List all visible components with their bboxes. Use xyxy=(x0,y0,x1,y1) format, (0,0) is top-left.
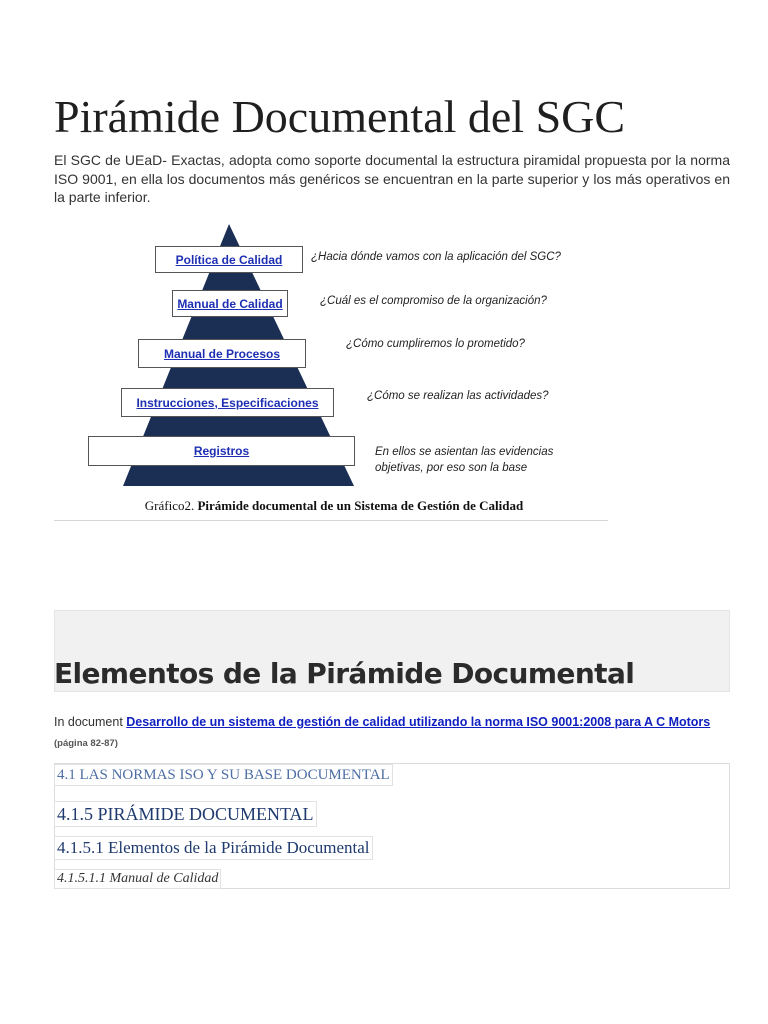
level-question-instrucciones: ¿Cómo se realizan las actividades? xyxy=(367,390,549,402)
level-label-manual-calidad: Manual de Calidad xyxy=(177,296,283,311)
pyramid-figure xyxy=(54,218,614,522)
level-box-manual-calidad[interactable] xyxy=(172,290,288,317)
level-question-manual-calidad: ¿Cuál es el compromiso de la organización? xyxy=(320,295,547,307)
level-box-registros[interactable] xyxy=(88,436,355,466)
page-title: Pirámide Documental del SGC xyxy=(54,91,626,142)
toc-heading-4-1-5-1: 4.1.5.1 Elementos de la Pirámide Documental xyxy=(54,836,373,860)
toc-heading-4-1-5: 4.1.5 PIRÁMIDE DOCUMENTAL xyxy=(54,801,317,827)
intro-paragraph: El SGC de UEaD- Exactas, adopta como soporte documental la estructura piramidal propuesta por la norma ISO 9001, en ella los documentos más genéricos se encuentran en la parte superior y los más operativos en la parte inferior. xyxy=(54,152,730,205)
figure-caption xyxy=(54,498,614,514)
level-question-manual-procesos: ¿Cómo cumpliremos lo prometido? xyxy=(346,338,525,350)
level-question-registros: En ellos se asientan las evidencias objetivas, por eso son la base xyxy=(375,446,554,474)
level-box-instrucciones[interactable] xyxy=(121,388,334,417)
level-label-registros: Registros xyxy=(193,444,250,458)
level-label-instrucciones: Instrucciones, Especificaciones xyxy=(136,395,319,410)
level-box-manual-procesos[interactable] xyxy=(138,339,306,368)
level-question-politica: ¿Hacia dónde vamos con la aplicación del SGC? xyxy=(311,251,561,263)
source-pages: (página 82-87) xyxy=(54,738,118,749)
caption-prefix: Gráfico2. xyxy=(144,498,195,513)
toc-heading-4-1-5-1-1: 4.1.5.1.1 Manual de Calidad xyxy=(54,869,221,889)
toc-heading-4-1: 4.1 LAS NORMAS ISO Y SU BASE DOCUMENTAL xyxy=(54,764,393,786)
source-document-link[interactable]: Desarrollo de un sistema de gestión de calidad utilizando la norma ISO 9001:2008 para A C Motors xyxy=(126,715,711,729)
figure-divider xyxy=(54,520,608,521)
source-reference xyxy=(54,712,730,754)
caption-text: Pirámide documental de un Sistema de Gestión de Calidad xyxy=(197,498,524,513)
level-box-politica[interactable] xyxy=(155,246,303,273)
section-title: Elementos de la Pirámide Documental xyxy=(54,657,635,690)
level-label-politica: Política de Calidad xyxy=(175,252,283,267)
source-prefix: In document xyxy=(54,715,123,729)
level-label-manual-procesos: Manual de Procesos xyxy=(163,346,281,361)
